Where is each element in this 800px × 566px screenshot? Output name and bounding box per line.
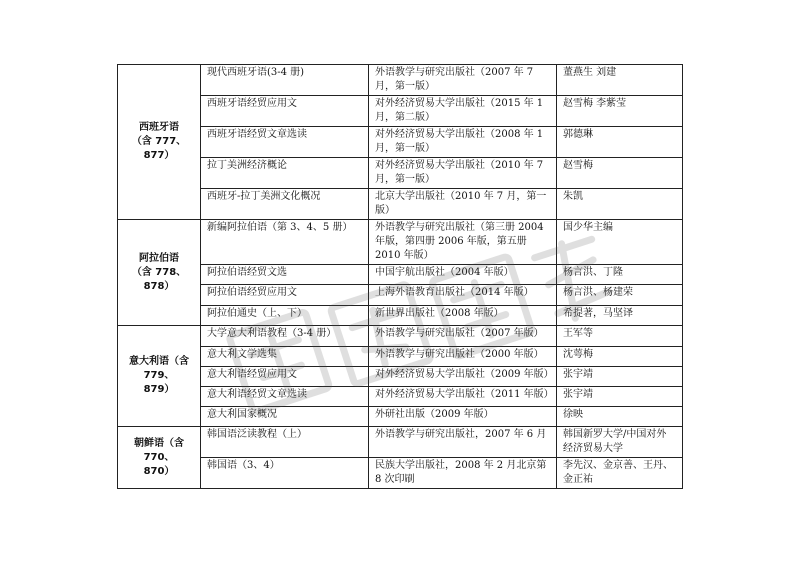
author-cell: 沈萼梅 <box>557 347 683 367</box>
book-title-cell: 西班牙语经贸文章选读 <box>201 127 369 158</box>
table-body <box>118 65 683 489</box>
table-row <box>118 96 683 127</box>
language-name: 朝鲜语（含 770、 <box>134 437 184 463</box>
book-title-cell: 阿拉伯语经贸应用文 <box>201 285 369 306</box>
book-title-cell: 现代西班牙语(3-4 册) <box>201 65 369 96</box>
language-codes: 879） <box>143 384 175 395</box>
book-title-cell: 阿拉伯通史（上、下） <box>201 306 369 326</box>
publisher-cell: 外语教学与研究出版社，2007 年 6 月 <box>369 427 557 458</box>
table-row <box>118 407 683 427</box>
publisher-cell: 北京大学出版社（2010 年 7 月，第一版） <box>369 189 557 220</box>
author-cell: 赵雪梅 李紫莹 <box>557 96 683 127</box>
table-row <box>118 65 683 96</box>
table-row <box>118 158 683 189</box>
reference-book-table <box>117 64 683 489</box>
author-cell: 希提著，马坚译 <box>557 306 683 326</box>
table-row <box>118 189 683 220</box>
language-name: 西班牙语 <box>139 122 179 133</box>
language-cell <box>118 326 201 427</box>
table-row <box>118 220 683 265</box>
author-cell: 王军等 <box>557 326 683 347</box>
author-cell: 张宇靖 <box>557 367 683 387</box>
publisher-cell: 上海外语教育出版社（2014 年版） <box>369 285 557 306</box>
author-cell: 杨言洪、杨建荣 <box>557 285 683 306</box>
author-cell: 张宇靖 <box>557 387 683 407</box>
language-codes: （含 777、877） <box>131 136 187 161</box>
author-cell: 国少华主编 <box>557 220 683 265</box>
publisher-cell: 外语教学与研究出版社（2007 年版） <box>369 326 557 347</box>
book-title-cell: 意大利国家概况 <box>201 407 369 427</box>
book-title-cell: 新编阿拉伯语（第 3、4、5 册） <box>201 220 369 265</box>
table-row <box>118 326 683 347</box>
book-title-cell: 韩国语（3、4） <box>201 458 369 489</box>
author-cell: 赵雪梅 <box>557 158 683 189</box>
table-row <box>118 427 683 458</box>
author-cell: 郭德琳 <box>557 127 683 158</box>
author-cell: 李先汉、金京善、王丹、金正祐 <box>557 458 683 489</box>
author-cell: 徐映 <box>557 407 683 427</box>
publisher-cell: 对外经济贸易大学出版社（2009 年版） <box>369 367 557 387</box>
language-name: 意大利语（含 779、 <box>129 356 189 381</box>
book-title-cell: 意大利文学选集 <box>201 347 369 367</box>
author-cell: 杨言洪、丁隆 <box>557 265 683 285</box>
language-name: 阿拉伯语 <box>139 252 179 264</box>
publisher-cell: 外研社出版（2009 年版） <box>369 407 557 427</box>
book-title-cell: 大学意大利语教程（3-4 册） <box>201 326 369 347</box>
book-title-cell: 拉丁美洲经济概论 <box>201 158 369 189</box>
language-cell <box>118 220 201 326</box>
language-cell <box>118 427 201 489</box>
publisher-cell: 民族大学出版社，2008 年 2 月北京第 8 次印刷 <box>369 458 557 489</box>
table-row <box>118 458 683 489</box>
table-row <box>118 306 683 326</box>
language-cell <box>118 65 201 220</box>
table-row <box>118 265 683 285</box>
publisher-cell: 外语教学与研究出版社（第三册 2004 年版，第四册 2006 年版，第五册 2010 年版） <box>369 220 557 265</box>
author-cell: 韩国新罗大学/中国对外经济贸易大学 <box>557 427 683 458</box>
table-row <box>118 347 683 367</box>
book-title-cell: 西班牙语经贸应用文 <box>201 96 369 127</box>
book-title-cell: 韩国语泛读教程（上） <box>201 427 369 458</box>
book-title-cell: 西班牙-拉丁美洲文化概况 <box>201 189 369 220</box>
author-cell: 朱凯 <box>557 189 683 220</box>
publisher-cell: 对外经济贸易大学出版社（2015 年 1 月，第二版） <box>369 96 557 127</box>
publisher-cell: 对外经济贸易大学出版社（2008 年 1 月，第一版） <box>369 127 557 158</box>
publisher-cell: 中国宇航出版社（2004 年版） <box>369 265 557 285</box>
language-codes: （含 778、878） <box>131 266 187 292</box>
book-title-cell: 意大利语经贸文章选读 <box>201 387 369 407</box>
table-row <box>118 127 683 158</box>
table-row <box>118 285 683 306</box>
publisher-cell: 新世界出版社（2008 年版） <box>369 306 557 326</box>
language-codes: 870） <box>143 465 175 477</box>
publisher-cell: 外语教学与研究出版社（2007 年 7 月，第一版） <box>369 65 557 96</box>
publisher-cell: 外语教学与研究出版社（2000 年版） <box>369 347 557 367</box>
table-row <box>118 387 683 407</box>
table-row <box>118 367 683 387</box>
book-title-cell: 意大利语经贸应用文 <box>201 367 369 387</box>
author-cell: 董燕生 刘建 <box>557 65 683 96</box>
publisher-cell: 对外经济贸易大学出版社（2010 年 7 月，第一版） <box>369 158 557 189</box>
publisher-cell: 对外经济贸易大学出版社（2011 年版） <box>369 387 557 407</box>
book-title-cell: 阿拉伯语经贸文选 <box>201 265 369 285</box>
